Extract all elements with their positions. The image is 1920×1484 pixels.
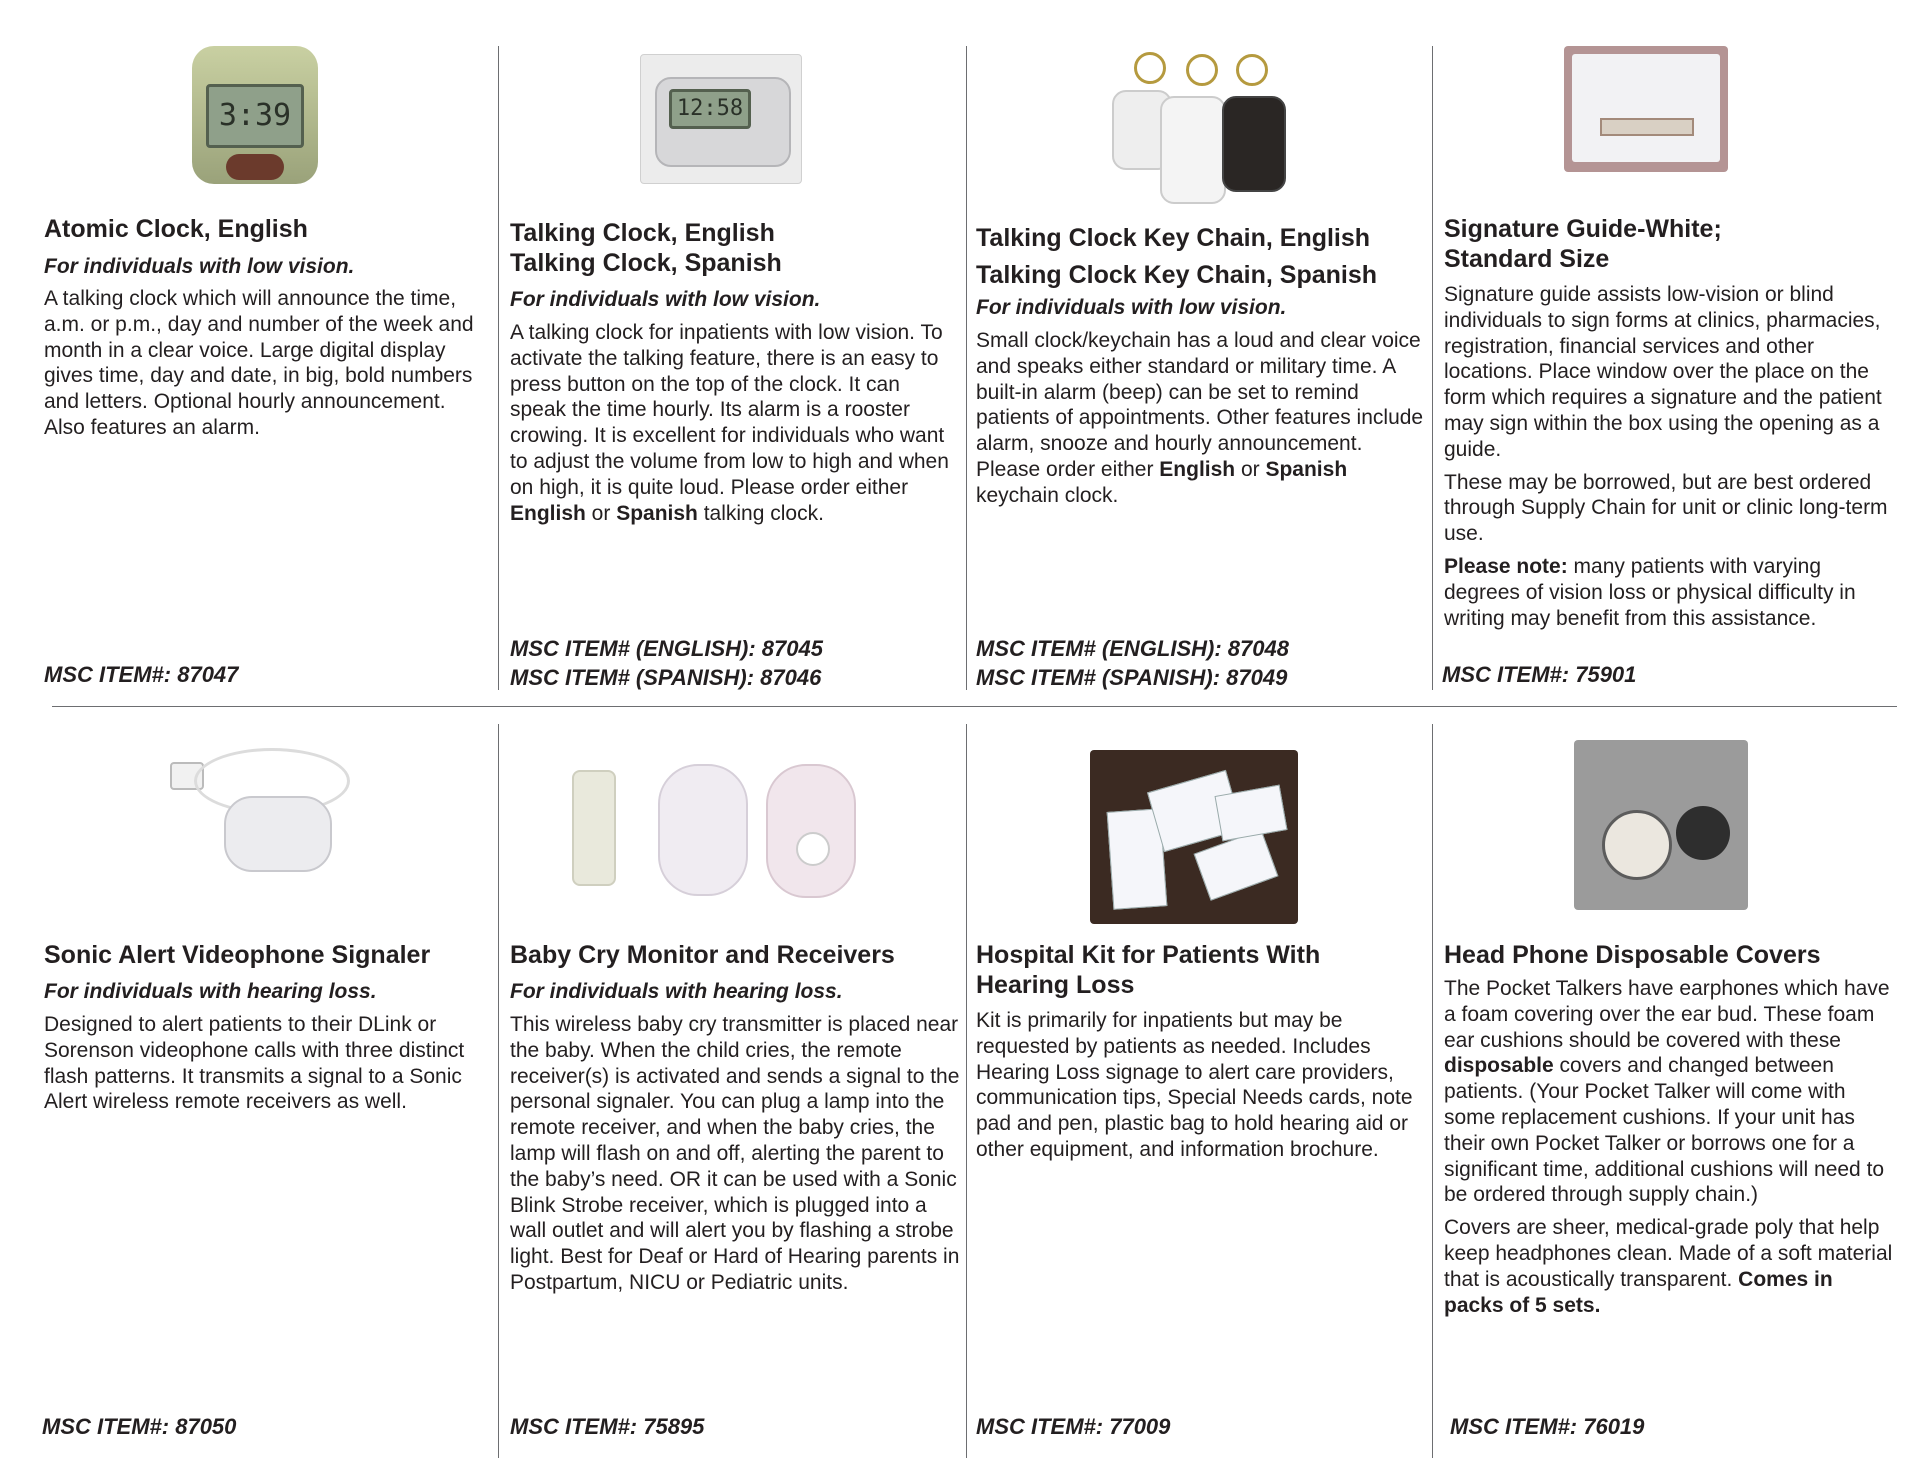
foam-ear-cushion — [1602, 810, 1672, 880]
product-title: Sonic Alert Videophone Signaler — [44, 941, 431, 969]
clock-display: 3:39 — [206, 84, 304, 148]
msc-item-number: MSC ITEM#: 77009 — [976, 1414, 1171, 1439]
product-card — [510, 0, 950, 705]
product-card — [976, 712, 1416, 1484]
product-description — [510, 1012, 960, 1303]
msc-item-number: MSC ITEM#: 87047 — [44, 662, 239, 687]
headphone-covers-photo — [1574, 740, 1748, 910]
videophone-signaler-photo — [164, 738, 360, 878]
product-description — [44, 1012, 484, 1122]
strobe-receiver — [766, 764, 856, 898]
description-paragraph: Please note: many patients with varying degrees of vision loss or physical difficulty in writing may benefit from this assistance. — [1444, 554, 1856, 630]
product-audience: For individuals with low vision. — [44, 255, 355, 278]
product-audience: For individuals with low vision. — [510, 288, 821, 311]
signaler-unit — [224, 796, 332, 872]
earphone — [1676, 806, 1730, 860]
talking-clock-photo — [640, 54, 802, 184]
msc-item-number: MSC ITEM#: 75901 — [1442, 662, 1637, 687]
signature-window — [1600, 118, 1694, 136]
product-title: Hospital Kit for Patients With Hearing Loss — [976, 941, 1321, 999]
product-card — [1442, 0, 1888, 705]
product-description — [976, 1008, 1426, 1170]
cry-transmitter — [572, 770, 616, 886]
product-title: Talking Clock Key Chain, English Talking Clock Key Chain, Spanish — [976, 224, 1378, 289]
product-title: Atomic Clock, English — [44, 215, 308, 243]
description-paragraph: Covers are sheer, medical-grade poly that help keep headphones clean. Made of a soft material that is acoustically transparent. Comes in packs of 5 sets. — [1444, 1216, 1893, 1317]
product-card — [44, 0, 484, 705]
product-description — [44, 286, 474, 448]
product-title: Talking Clock, English Talking Clock, Spanish — [510, 219, 782, 277]
product-title: Signature Guide-White; Standard Size — [1444, 215, 1722, 273]
product-audience: For individuals with hearing loss. — [510, 980, 843, 1003]
catalog-row-bottom — [0, 712, 1920, 1484]
msc-item-number: MSC ITEM# (ENGLISH): 87048 MSC ITEM# (SPANISH): 87049 — [976, 636, 1289, 690]
msc-item-number: MSC ITEM#: 76019 — [1450, 1414, 1645, 1439]
row-divider — [52, 706, 1897, 707]
product-audience: For individuals with low vision. — [976, 296, 1287, 319]
column-divider — [1432, 724, 1433, 1458]
product-card — [976, 0, 1424, 705]
product-title: Baby Cry Monitor and Receivers — [510, 941, 895, 969]
hospital-kit-photo — [1090, 750, 1298, 924]
description-paragraph: These may be borrowed, but are best ordered through Supply Chain for unit or clinic long-term use. — [1444, 470, 1888, 546]
column-divider — [498, 46, 499, 690]
keychain-clock — [1222, 96, 1286, 192]
signature-guide-photo — [1564, 46, 1728, 172]
strobe-light — [796, 832, 830, 866]
product-card — [44, 712, 484, 1484]
product-description — [510, 320, 950, 533]
key-ring — [1134, 52, 1166, 84]
description-paragraph: Designed to alert patients to their DLink or Sorenson videophone calls with three distinct flash patterns. It transmits a signal to a Sonic Alert wireless remote receivers as well. — [44, 1013, 465, 1114]
msc-item-number: MSC ITEM#: 75895 — [510, 1414, 705, 1439]
column-divider — [1432, 46, 1433, 690]
key-ring — [1236, 54, 1268, 86]
msc-item-number: MSC ITEM# (ENGLISH): 87045 MSC ITEM# (SPANISH): 87046 — [510, 636, 823, 690]
clock-base — [226, 154, 284, 180]
clock-display: 12:58 — [669, 89, 751, 129]
remote-receiver — [658, 764, 748, 896]
baby-cry-monitor-photo — [566, 764, 856, 898]
description-paragraph: A talking clock which will announce the time, a.m. or p.m., day and number of the week and month in a clear voice. Large digital display gives time, day and date, in big, bold numbers and letters. Optional hourly announcement. Also features an alarm. — [44, 287, 474, 439]
description-paragraph: Small clock/keychain has a loud and clear voice and speaks either standard or military time. A built-in alarm (beep) can be set to remind patients of appointments. Other features include alarm, snooze and hourly announcement. Please order either English or Spanish keychain clock. — [976, 329, 1424, 507]
description-paragraph: Signature guide assists low-vision or blind individuals to sign forms at clinics, pharmacies, registration, financial services and other locations. Place window over the place on the form which requires a signature and the patient may sign within the box using the opening as a guide. — [1444, 283, 1882, 461]
product-description — [1444, 282, 1894, 638]
description-paragraph: The Pocket Talkers have earphones which have a foam covering over the ear bud. These foam ear cushions should be covered with these disposable covers and changed between patients. (Your Pocket Talker will come with some replacement cushions. If your unit has their own Pocket Talker or borrows one for a significant time, additional cushions will need to be ordered through supply chain.) — [1444, 977, 1890, 1207]
product-audience: For individuals with hearing loss. — [44, 980, 377, 1003]
column-divider — [966, 724, 967, 1458]
column-divider — [498, 724, 499, 1458]
msc-item-number: MSC ITEM#: 87050 — [42, 1414, 237, 1439]
product-description — [1444, 976, 1894, 1325]
column-divider — [966, 46, 967, 690]
product-card — [510, 712, 960, 1484]
info-card — [1215, 785, 1288, 842]
description-paragraph: Kit is primarily for inpatients but may be requested by patients as needed. Includes Hearing Loss signage to alert care providers, communication tips, Special Needs cards, note pad and pen, plastic bag to hold hearing aid or other equipment, and information brochure. — [976, 1009, 1413, 1161]
catalog-row-top — [0, 0, 1920, 705]
description-paragraph: A talking clock for inpatients with low vision. To activate the talking feature, there is an easy to press button on the top of the clock. It can speak the time hourly. Its alarm is a rooster crowing. It is excellent for individuals who want to adjust the volume from low to high and when on high, it is quite loud. Please order either English or Spanish talking clock. — [510, 321, 949, 525]
keychain-clock-photo — [1112, 50, 1292, 204]
atomic-clock-photo — [192, 46, 318, 184]
product-title: Head Phone Disposable Covers — [1444, 941, 1821, 969]
keychain-clock — [1160, 96, 1226, 204]
product-card — [1444, 712, 1893, 1484]
description-paragraph: This wireless baby cry transmitter is placed near the baby. When the child cries, the remote receiver(s) is activated and sends a signal to the personal signaler. You can plug a lamp into the remote receiver, and when the baby cries, the lamp will flash on and off, alerting the parent to the baby’s need. OR it can be used with a Sonic Blink Strobe receiver, which is plugged into a wall outlet and will alert you by flashing a strobe light. Best for Deaf or Hard of Hearing parents in Postpartum, NICU or Pediatric units. — [510, 1013, 960, 1294]
signature-guide-card — [1572, 54, 1720, 162]
key-ring — [1186, 54, 1218, 86]
product-description — [976, 328, 1426, 516]
